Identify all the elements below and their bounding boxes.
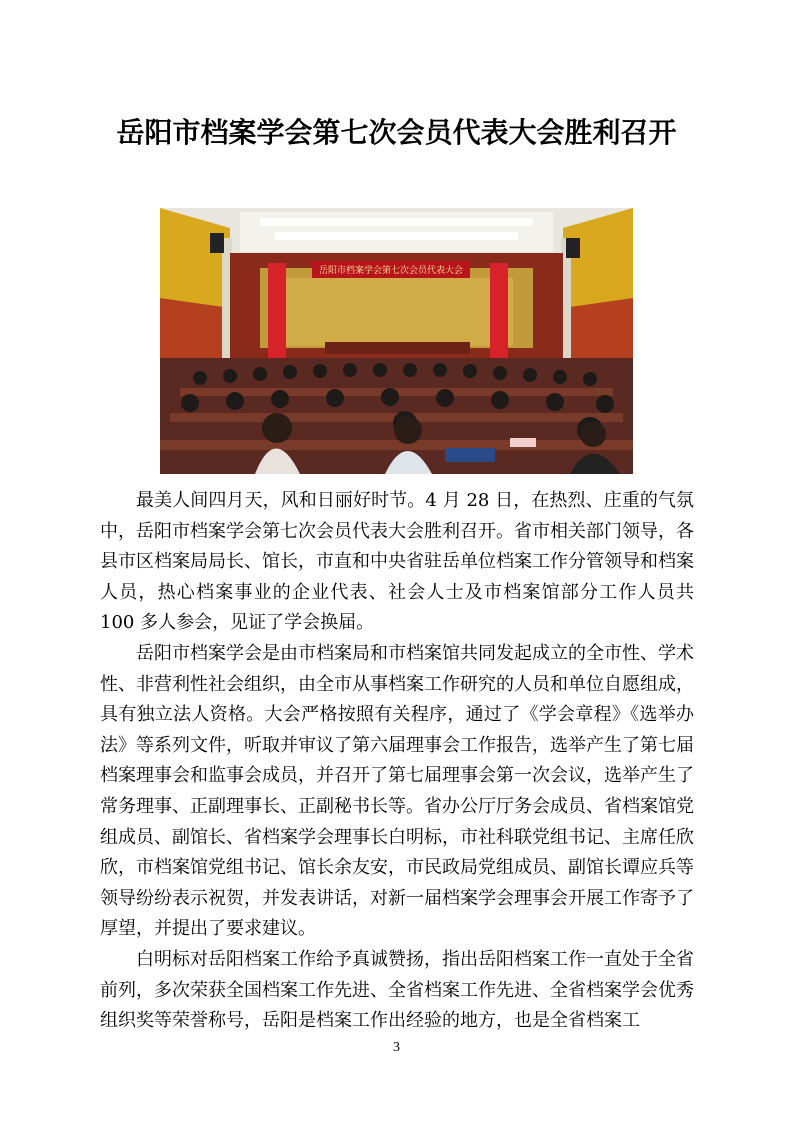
- paragraph: 白明标对岳阳档案工作给予真诚赞扬，指出岳阳档案工作一直处于全省前列，多次荣获全国档案工作先进、全省档案工作先进、全省档案学会优秀组织奖等荣誉称号，岳阳是档案工作出经验的地方，也是全省档案工: [100, 948, 694, 1032]
- page-title: 岳阳市档案学会第七次会员代表大会胜利召开: [116, 115, 677, 149]
- page-number: 3: [393, 1040, 400, 1055]
- stage-banner-text: 岳阳市档案学会第七次会员代表大会: [318, 266, 464, 276]
- conference-photo: [160, 208, 633, 474]
- paragraph: 岳阳市档案学会是由市档案局和市档案馆共同发起成立的全市性、学术性、非营利性社会组织，由全市从事档案工作研究的人员和单位自愿组成，具有独立法人资格。大会严格按照有关程序，通过了《学会章程》《选举办法》等系列文件，听取并审议了第六届理事会工作报告，选举产生了第七届档案理事会和监事会成员，并召开了第七届理事会第一次会议，选举产生了常务理事、正副理事长、正副秘书长等。省办公厅厅务会成员、省档案馆党组成员、副馆长、省档案学会理事长白明标，市社科联党组书记、主席任欣欣，市档案馆党组书记、馆长余友安，市民政局党组成员、副馆长谭应兵等领导纷纷表示祝贺，并发表讲话，对新一届档案学会理事会开展工作寄予了厚望，并提出了要求建议。: [100, 642, 694, 940]
- article-body: [100, 486, 694, 1037]
- paragraph: 最美人间四月天，风和日丽好时节。4 月 28 日，在热烈、庄重的气氛中，岳阳市档案学会第七次会员代表大会胜利召开。省市相关部门领导，各县市区档案局局长、馆长，市直和中央省驻岳单位档案工作分管领导和档案人员，热心档案事业的企业代表、社会人士及市档案馆部分工作人员共 100 多人参会，见证了学会换届。: [100, 490, 694, 634]
